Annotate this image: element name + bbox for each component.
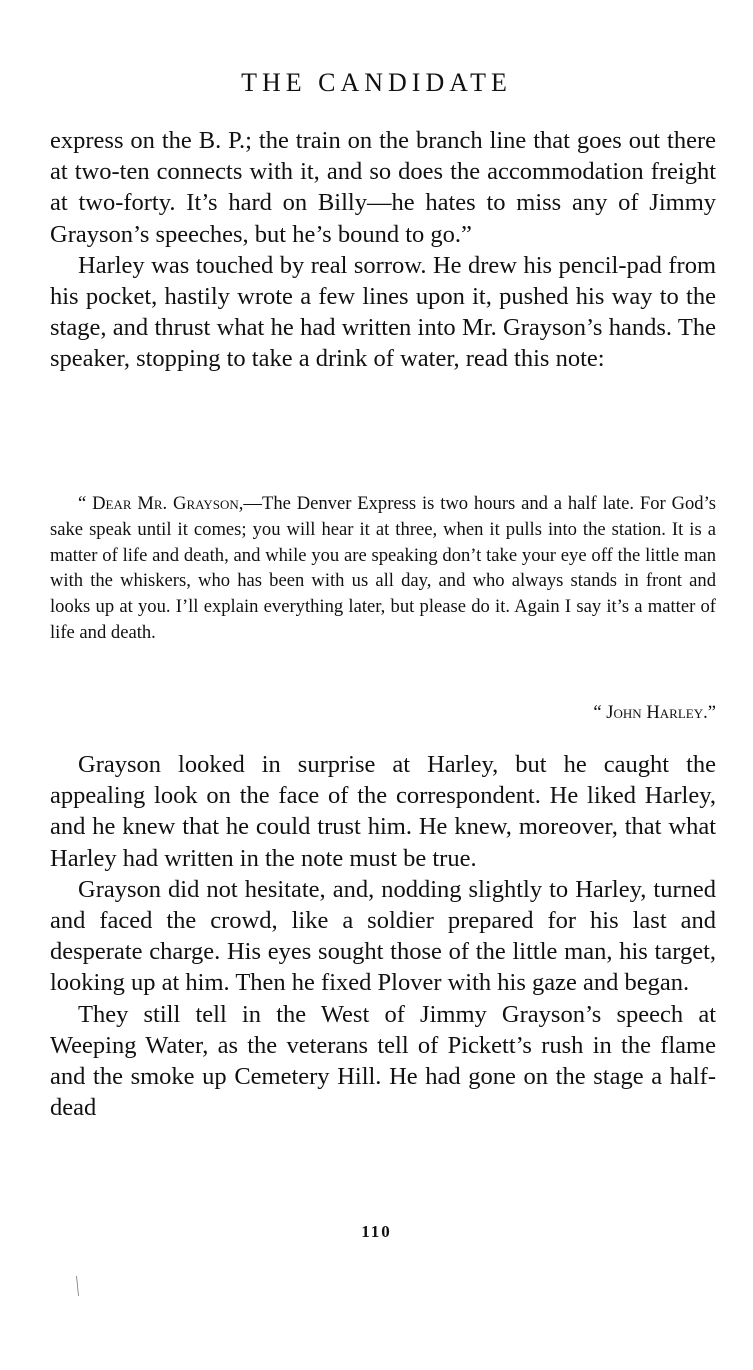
quoted-note [50, 491, 716, 646]
paragraph-continued: express on the B. P.; the train on the branch line that goes out there at two-ten connects with it, and so does the accommodation freight at two-forty. It’s hard on Billy—he hates to miss any of Jimmy Grayson’s speeches, but he’s bound to go.” [50, 127, 716, 248]
note-body [50, 491, 716, 646]
note-salutation: “ Dear Mr. Grayson, [78, 493, 244, 514]
text-block-top [50, 125, 716, 375]
note-signature: “ John Harley.” [593, 702, 716, 723]
paragraph: Grayson did not hesitate, and, nodding slightly to Harley, turned and faced the crowd, like a soldier prepared for his last and desperate charge. His eyes sought those of the little man, his target, looking up at him. Then he fixed Plover with his gaze and began. [50, 875, 716, 997]
paragraph: Grayson looked in surprise at Harley, but he caught the appealing look on the face of the correspondent. He liked Harley, and he knew that he could trust him. He knew, moreover, that what Harley had written in the note must be true. [50, 751, 716, 872]
note-text: —The Denver Express is two hours and a half late. For God’s sake speak until it comes; you will hear it at three, when it pulls into the station. It is a matter of life and death, and while you are speaking don’t take your eye off the little man with the whiskers, who has been with us all day, and who always stands in front and looks up at you. I’ll explain everything later, but please do it. Again I say it’s a matter of life and death. [50, 493, 716, 643]
paragraph: Harley was touched by real sorrow. He drew his pencil-pad from his pocket, hastily wrote a few lines upon it, pushed his way to the stage, and thrust what he had written into Mr. Grayson’s hands. The speaker, stopping to take a drink of water, read this note: [50, 251, 716, 373]
running-title: THE CANDIDATE [241, 68, 512, 97]
page-number: 110 [361, 1222, 392, 1241]
ink-speck [76, 1276, 79, 1296]
text-block-bottom [50, 749, 716, 1123]
paragraph: They still tell in the West of Jimmy Grayson’s speech at Weeping Water, as the veterans tell of Pickett’s rush in the flame and the smoke up Cemetery Hill. He had gone on the stage a half-dead [50, 1000, 716, 1122]
